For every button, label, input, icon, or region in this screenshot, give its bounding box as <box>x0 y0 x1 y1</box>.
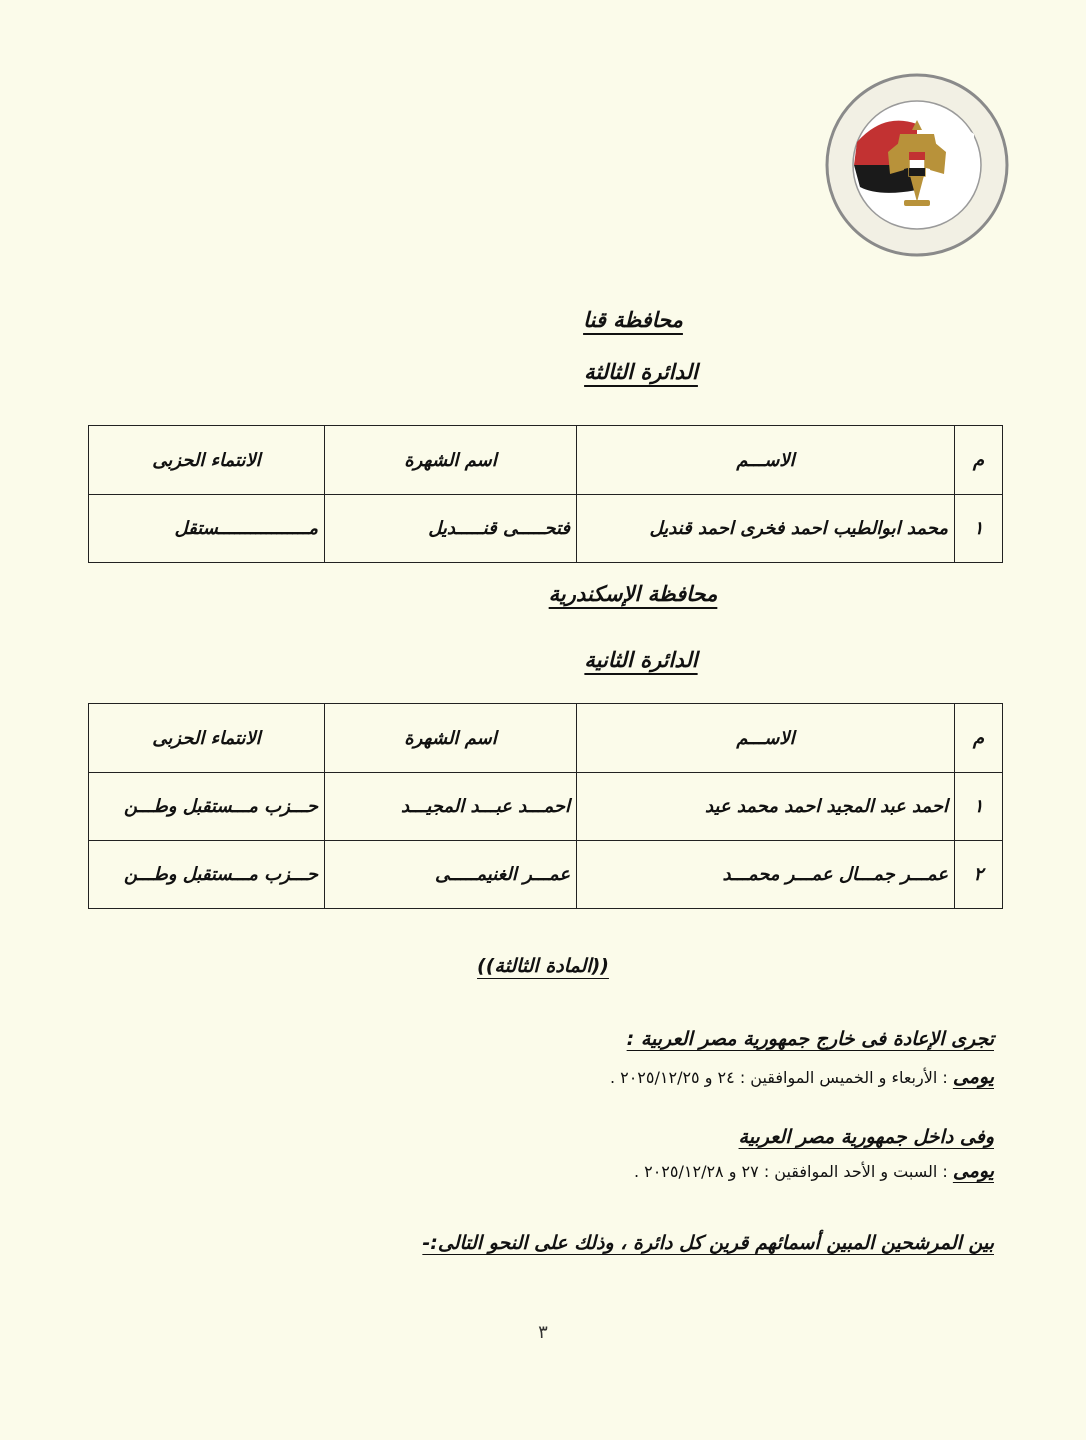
header-fame: اسم الشهرة <box>325 426 577 495</box>
header-name: الاســـم <box>577 426 955 495</box>
inside-heading: وفى داخل جمهورية مصر العربية <box>738 1126 994 1148</box>
cell-num: ١ <box>955 495 1003 563</box>
abroad-days-text: : الأربعاء و الخميس الموافقين : ٢٤ و ٢٠٢٥/١٢/٢٥ . <box>609 1068 948 1087</box>
table-row <box>89 495 1003 563</box>
table-header-row <box>89 704 1003 773</box>
national-election-authority-seal <box>824 72 1010 258</box>
district-heading-second: الدائرة الثانية <box>584 648 698 672</box>
table-row <box>89 773 1003 841</box>
header-num: م <box>955 426 1003 495</box>
cell-fame: احمـــد عبـــد المجيـــد <box>325 773 577 841</box>
article-title: ((المادة الثالثة)) <box>477 955 609 977</box>
cell-fame: فتحـــــى قنـــــديل <box>325 495 577 563</box>
cell-fame: عمـــر الغنيمـــــى <box>325 841 577 909</box>
district-heading-third: الدائرة الثالثة <box>584 360 698 384</box>
abroad-heading: تجرى الإعادة فى خارج جمهورية مصر العربية : <box>626 1028 994 1050</box>
table-row <box>89 841 1003 909</box>
page-number: ٣ <box>538 1322 548 1343</box>
header-name: الاســـم <box>577 704 955 773</box>
inside-days-text: : السبت و الأحد الموافقين : ٢٧ و ٢٠٢٥/١٢/٢٨ . <box>633 1162 948 1181</box>
table-header-row <box>89 426 1003 495</box>
cell-party: مـــــــــــــــــستقل <box>89 495 325 563</box>
header-num: م <box>955 704 1003 773</box>
governorate-heading-alexandria: محافظة الإسكندرية <box>548 582 718 606</box>
inside-days-line <box>634 1160 994 1182</box>
cell-party: حـــزب مـــستقبل وطـــن <box>89 773 325 841</box>
inside-days-label: يومى <box>952 1160 994 1182</box>
cell-name: عمـــر جمـــال عمـــر محمـــد <box>577 841 955 909</box>
abroad-days-label: يومى <box>952 1066 994 1088</box>
governorate-heading-qena: محافظة قنا <box>583 308 683 332</box>
header-party: الانتماء الحزبى <box>89 426 325 495</box>
candidates-table-qena <box>88 425 1003 563</box>
cell-name: احمد عبد المجيد احمد محمد عيد <box>577 773 955 841</box>
cell-party: حـــزب مـــستقبل وطـــن <box>89 841 325 909</box>
cell-name: محمد ابوالطيب احمد فخرى احمد قنديل <box>577 495 955 563</box>
abroad-days-line <box>610 1066 994 1088</box>
candidates-table-alexandria <box>88 703 1003 909</box>
header-party: الانتماء الحزبى <box>89 704 325 773</box>
cell-num: ١ <box>955 773 1003 841</box>
closing-statement: بين المرشحين المبين أسمائهم قرين كل دائرة ، وذلك على النحو التالى:- <box>422 1232 994 1254</box>
cell-num: ٢ <box>955 841 1003 909</box>
header-fame: اسم الشهرة <box>325 704 577 773</box>
